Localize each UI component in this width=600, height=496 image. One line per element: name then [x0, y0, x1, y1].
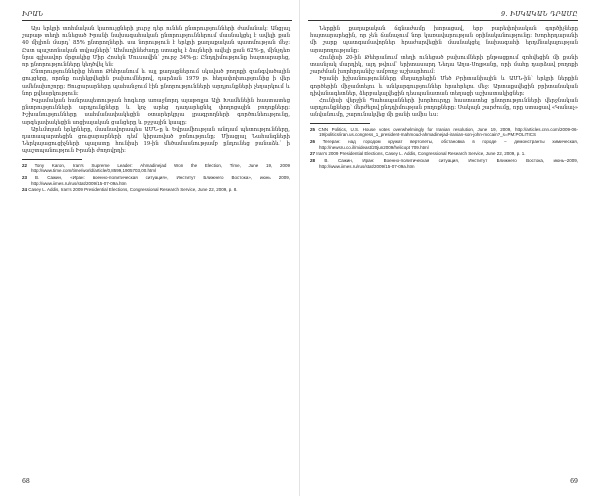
paragraph: Իսլամական հանրապետության հոգևոր առաջնորդ այաթոլլա Ալի Խամենեին հաստատեց ընտրությունների արդյունքները և կոչ արեց դադարեցնել փողոցային բողոքները։ Իշխանությունները սահմանափակեցին օտարերկրյա լրագրողների գործունեությունը, արգելափակեցին սոցիալական ցանցերը և բջջային կապը։: [22, 98, 290, 126]
paragraph: Հունիսի 20-ին Թեհրանում տեղի ունեցած բախումների ընթացքում զոհվեցին մի քանի տասնյակ մարդիկ, այդ թվում՝ երիտասարդ Նեդա Աղա-Սոլթանը, որի մահը դարձավ բողոքի շարժման խորհրդանիշ ամբողջ աշխարհում։: [310, 54, 578, 76]
footnote: [310, 139, 578, 150]
footnote-number: 22: [22, 162, 28, 168]
footnote-text: CNN Politics, U.S. House votes overwhelmingly for Iranian resolution, June 19, 2009, http://articles.cnn.com/2009-06-19/politics/iran.us.congress_1_president-mahmoud-ahmadinejad-iranian-son-john-mccain?_s=PM:POLITICS: [318, 126, 578, 138]
footnote: [310, 158, 578, 169]
footnote-text: Iran's 2009 Presidential Elections, Casey L. Addis, Congressional Research Service, June 22, 2009, p. 1.: [316, 151, 526, 157]
footnote-number: 26: [310, 139, 316, 145]
paragraph: Իրանի իշխանությունները մեղադրեցին Մեծ Բրիտանիային և ԱՄՆ-ին՝ երկրի ներքին գործերին միջամտելու և անկարգություններ հրահրելու մեջ։ Արտաքսվեցին բրիտանական դիվանագետներ, ձերբակալվեցին դեսպանատան տեղացի աշխատակիցներ։: [310, 76, 578, 97]
footnote: [22, 175, 290, 186]
page-number-right: 69: [570, 478, 578, 485]
footnote: [310, 127, 578, 138]
page-number-left: 68: [22, 478, 30, 485]
footnote: [22, 187, 290, 193]
footnote-text: Tony Karon, Iran's Supreme Leader: Ahmadinejad Won the Election, Time, June 19, 2009 http://www.time.com/time/world/article/0,8599,1905703,00.html: [31, 162, 290, 174]
header-rule-left: [22, 20, 292, 21]
footnote-text: В. Сажин, «Иран: военно-политическая ситуация», Институт Ближнего Востока», июнь 2009, http://www.iimes.ru/rus/stat/2009/15-07-09a.htm: [31, 175, 290, 186]
paragraph: Հունիսի վերջին Պահապանների խորհուրդը հաստատեց ընտրությունների վերջնական արդյունքները՝ մերժելով ընդդիմության բողոքները։ Սակայն շարժումը, որը ստացավ «Կանաչ» անվանումը, շարունակվեց մի քանի ամիս ևս։: [310, 98, 578, 119]
left-body-text: [22, 26, 290, 194]
footnote-text: Тегеран: над городом кружат вертолеты, обстановка в городе – демонстранты химическая, http://newsru.co.il/mideast/20jun2009/helicopt 709.html: [319, 139, 578, 150]
right-page: [300, 0, 600, 496]
right-body-text: [310, 26, 578, 171]
paragraph: Ընտրություններից հետո Թեհրանում և այլ քաղաքներում սկսված բողոքի զանգվածային ցույցերը, որոնք ուղեկցվեցին բախումներով, դարձան 1979 թ. հեղափոխությունից ի վեր ամենախոշորը։ Ցուցարարները պահանջում էին ընտրությունների արդյունքների չեղարկում և նոր քվեարկություն։: [22, 69, 290, 97]
header-rule-right: [308, 20, 578, 21]
footnote-number: 28: [310, 158, 316, 164]
footnote: [22, 163, 290, 174]
running-head-left: ԻՐԱՆ: [22, 10, 44, 18]
footnote-text: Casey L. Addis, Iran's 2009 Presidential Elections, Congressional Research Service, June 22, 2009, p. 8.: [28, 187, 238, 193]
footnote-number: 24: [22, 187, 28, 193]
paragraph: Ներքին քաղաքական ճգնաժամը խորացավ, երբ բարեփոխական գործիչները հայտարարեցին, որ չեն ճանաչում նոր կառավարության օրինականությունը։ Խորհրդարանի մի շարք պատգամավորներ հրաժարվեցին մասնակցել նախագահի երդմնակալության արարողությանը։: [310, 26, 578, 54]
paragraph: Արևմտյան երկրները, մասնավորապես ԱՄՆ-ը և Եվրամիության անդամ պետությունները, դատապարտեցին ցուցարարների դեմ կիրառված բռնությունը։ Միացյալ Նահանգների Ներկայացուցիչների պալատը հունիսի 19-ին մեծամասնությամբ ընդունեց բանաձև՝ ի պաշտպանություն Իրանի ժողովրդի։: [22, 126, 290, 155]
footnote-number: 23: [22, 175, 28, 181]
footnote-number: 25: [310, 126, 316, 132]
footnote-rule: [310, 123, 370, 124]
footnote: [310, 151, 578, 157]
running-head-right: 9. ԻՍԿԱԿԱՆ ԴՐԱՄԸ: [500, 10, 578, 18]
footnote-rule: [22, 159, 82, 160]
footnote-text: В. Сажин, Иран: Военно-политическая ситуация, Институт Ближнего Востока, июнь–2009, http://www.iimes.ru/rus/stat/2009/15-07-09a.htm: [319, 158, 578, 169]
footnote-number: 27: [310, 151, 316, 157]
paragraph: Այս երկրի տոհմական կառույցների լուրջ դեր ունեն ընտրությունների ժամանակ։ Անցյալ շաբաթ տեղի ունեցած Իրանի նախագահական ընտրություններում մասնակցել է ավելի քան 40 միլիոն մարդ՝ 85% ընտրողների. սա նորություն է երկրի քաղաքական պատմության մեջ։ Ըստ պաշտոնական տվյալների՝ Ահմադինեժադը ստացել է ձայների ավելի քան 62%-ը, մինչդեռ նրա գլխավոր մրցակից Միր Հոսեյն Մուսավին՝ շուրջ 34%-ը։ Ընդդիմությունը հայտարարեց, որ ընտրությունները կեղծվել են։: [22, 26, 290, 69]
